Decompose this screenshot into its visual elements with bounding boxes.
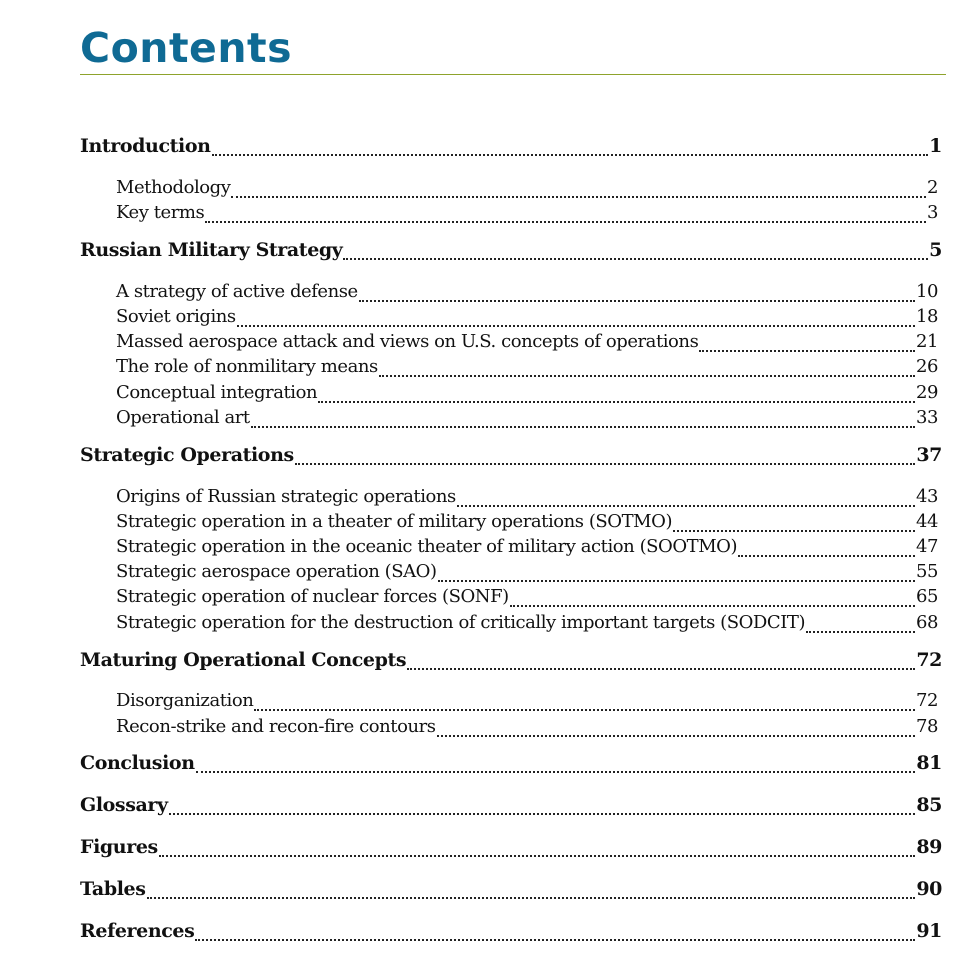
- dot-leader: [159, 855, 916, 857]
- toc-entry-sao[interactable]: [116, 561, 938, 587]
- dot-leader: [457, 505, 915, 507]
- dot-leader: [407, 668, 915, 670]
- dot-leader: [251, 426, 915, 428]
- toc-page-number: 2: [926, 177, 938, 198]
- toc-entry-methodology[interactable]: [116, 177, 938, 203]
- dot-leader: [510, 605, 915, 607]
- toc-entry-strategic-operations[interactable]: [80, 444, 942, 470]
- toc-entry-label: Strategic operation for the destruction of critically important targets (SODCIT): [116, 612, 806, 633]
- toc-entry-label: Recon-strike and recon-fire contours: [116, 716, 436, 737]
- toc-page-number: 10: [915, 281, 938, 302]
- toc-entry-label: Disorganization: [116, 690, 254, 711]
- toc-page-number: 72: [916, 649, 942, 671]
- toc-entry-label: Strategic operation in a theater of military operations (SOTMO): [116, 511, 673, 532]
- dot-leader: [237, 325, 915, 327]
- toc-entry-label: Massed aerospace attack and views on U.S. concepts of operations: [116, 331, 699, 352]
- toc-page-number: 5: [929, 239, 942, 261]
- toc-entry-label: Soviet origins: [116, 306, 236, 327]
- toc-entry-label: Maturing Operational Concepts: [80, 649, 407, 671]
- title-divider: [80, 74, 946, 75]
- dot-leader: [212, 154, 929, 156]
- toc-entry-operational-art[interactable]: [116, 407, 938, 433]
- toc-entry-label: Conceptual integration: [116, 382, 318, 403]
- toc-entry-disorganization[interactable]: [116, 690, 938, 716]
- dot-leader: [254, 709, 915, 711]
- toc-entry-conclusion[interactable]: [80, 752, 942, 778]
- toc-entry-label: Figures: [80, 836, 158, 858]
- toc-page-number: 29: [915, 382, 938, 403]
- toc-page-number: 68: [915, 612, 938, 633]
- toc-page-number: 55: [915, 561, 938, 582]
- toc-entry-label: A strategy of active defense: [116, 281, 358, 302]
- toc-page-number: 26: [915, 356, 938, 377]
- toc-page-number: 90: [916, 878, 942, 900]
- toc-entry-conceptual-integration[interactable]: [116, 382, 938, 408]
- toc-entry-sodcit[interactable]: [116, 612, 938, 638]
- dot-leader: [359, 300, 915, 302]
- toc-entry-label: Strategic aerospace operation (SAO): [116, 561, 437, 582]
- toc-entry-soviet-origins[interactable]: [116, 306, 938, 332]
- dot-leader: [147, 897, 916, 899]
- toc-page-number: 89: [916, 836, 942, 858]
- dot-leader: [195, 939, 915, 941]
- toc-entry-recon-strike[interactable]: [116, 716, 938, 742]
- toc-entry-sotmo[interactable]: [116, 511, 938, 537]
- toc-page-number: 37: [916, 444, 942, 466]
- toc-page-number: 65: [915, 586, 938, 607]
- toc-entry-label: Russian Military Strategy: [80, 239, 343, 261]
- toc-page-number: 72: [915, 690, 938, 711]
- toc-page-number: 81: [916, 752, 942, 774]
- dot-leader: [738, 555, 915, 557]
- toc-entry-label: Methodology: [116, 177, 231, 198]
- toc-page-number: 47: [915, 536, 938, 557]
- toc-entry-origins-strategic-operations[interactable]: [116, 486, 938, 512]
- toc-entry-active-defense[interactable]: [116, 281, 938, 307]
- toc-entry-label: Glossary: [80, 794, 168, 816]
- dot-leader: [699, 350, 915, 352]
- dot-leader: [295, 463, 916, 465]
- toc-page-number: 43: [915, 486, 938, 507]
- dot-leader: [438, 580, 915, 582]
- toc-page-number: 3: [926, 202, 938, 223]
- toc-entry-label: The role of nonmilitary means: [116, 356, 378, 377]
- dot-leader: [673, 530, 915, 532]
- toc-entry-massed-aerospace-attack[interactable]: [116, 331, 938, 357]
- toc-entry-label: Strategic operation in the oceanic theater of military action (SOOTMO): [116, 536, 738, 557]
- toc-entry-nonmilitary-means[interactable]: [116, 356, 938, 382]
- toc-page-number: 18: [915, 306, 938, 327]
- toc-entry-label: Strategic operation of nuclear forces (SONF): [116, 586, 509, 607]
- toc-entry-maturing-operational-concepts[interactable]: [80, 649, 942, 675]
- dot-leader: [437, 735, 915, 737]
- toc-entry-label: Tables: [80, 878, 146, 900]
- toc-page-number: 44: [915, 511, 938, 532]
- toc-entry-references[interactable]: [80, 920, 942, 946]
- toc-entry-russian-military-strategy[interactable]: [80, 239, 942, 265]
- toc-page-number: 21: [915, 331, 938, 352]
- dot-leader: [318, 401, 915, 403]
- toc-entry-label: Key terms: [116, 202, 205, 223]
- toc-page-number: 85: [916, 794, 942, 816]
- page-title: Contents: [80, 24, 293, 72]
- dot-leader: [169, 813, 916, 815]
- toc-page-number: 91: [916, 920, 942, 942]
- toc-entry-introduction[interactable]: [80, 135, 942, 161]
- toc-entry-label: References: [80, 920, 195, 942]
- toc-entry-tables[interactable]: [80, 878, 942, 904]
- toc-page-number: 78: [915, 716, 938, 737]
- toc-page-number: 33: [915, 407, 938, 428]
- dot-leader: [205, 221, 926, 223]
- toc-entry-label: Operational art: [116, 407, 250, 428]
- toc-entry-key-terms[interactable]: [116, 202, 938, 228]
- toc-entry-sonf[interactable]: [116, 586, 938, 612]
- dot-leader: [231, 196, 926, 198]
- dot-leader: [806, 631, 915, 633]
- toc-entry-label: Introduction: [80, 135, 211, 157]
- toc-entry-figures[interactable]: [80, 836, 942, 862]
- toc-page-number: 1: [929, 135, 942, 157]
- toc-entry-glossary[interactable]: [80, 794, 942, 820]
- dot-leader: [343, 258, 928, 260]
- toc-entry-sootmo[interactable]: [116, 536, 938, 562]
- toc-entry-label: Strategic Operations: [80, 444, 294, 466]
- dot-leader: [196, 771, 916, 773]
- dot-leader: [379, 375, 915, 377]
- toc-entry-label: Conclusion: [80, 752, 195, 774]
- toc-entry-label: Origins of Russian strategic operations: [116, 486, 456, 507]
